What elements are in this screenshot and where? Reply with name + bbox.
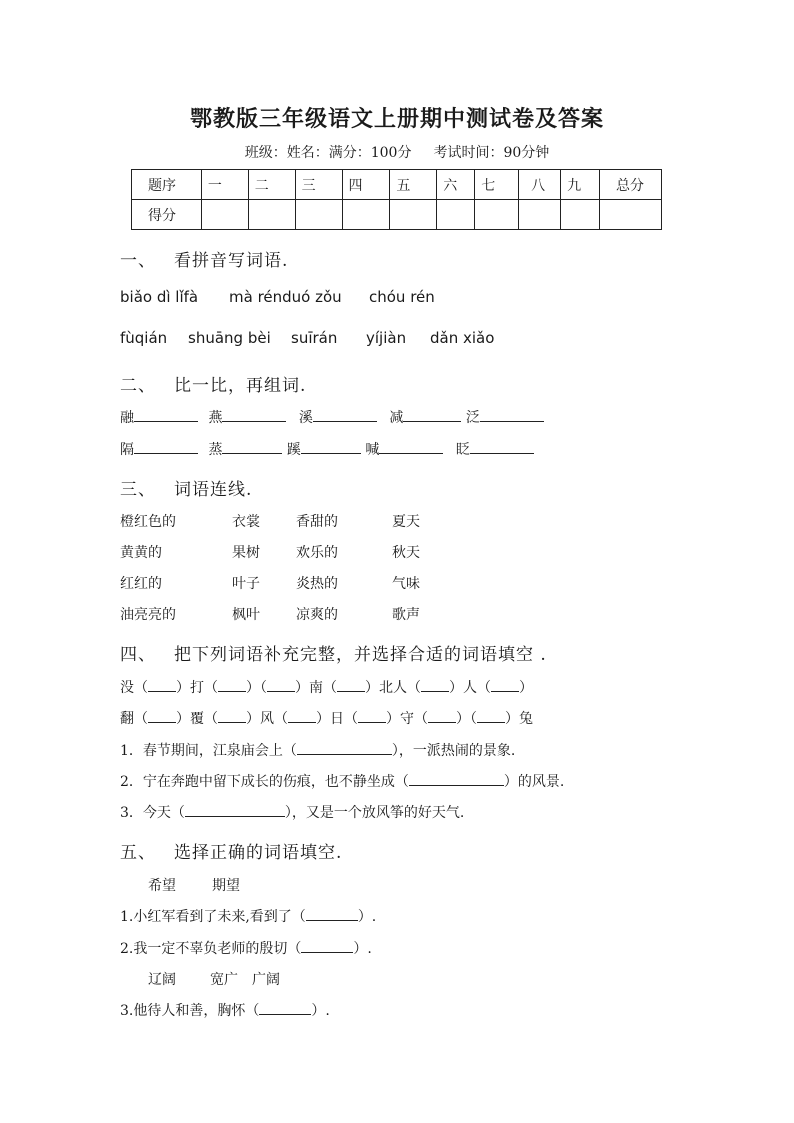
character: 泛	[465, 410, 480, 426]
fill-question-3	[120, 802, 464, 822]
idiom-text: ）人（	[449, 680, 491, 696]
table-cell: 六	[437, 170, 475, 200]
idiom-blank[interactable]	[428, 709, 456, 723]
answer-blank[interactable]	[306, 906, 358, 921]
pinyin-word: suīrán	[291, 329, 338, 347]
idiom-blank[interactable]	[267, 678, 295, 692]
answer-blank[interactable]	[409, 771, 504, 786]
section-number: 三、	[120, 480, 156, 500]
answer-blank[interactable]	[222, 439, 282, 454]
answer-blank[interactable]	[222, 407, 286, 422]
answer-blank[interactable]	[134, 439, 198, 454]
page-title: 鄂教版三年级语文上册期中测试卷及答案	[189, 106, 604, 132]
match-word[interactable]: 香甜的	[296, 514, 338, 530]
idiom-text: ）北人（	[365, 680, 421, 696]
fill-question-3	[120, 1000, 330, 1020]
character: 蹊	[286, 442, 301, 458]
idiom-blank[interactable]	[218, 709, 246, 723]
score-cell[interactable]	[437, 200, 475, 230]
match-word[interactable]: 凉爽的	[296, 607, 338, 623]
character: 蒸	[208, 442, 223, 458]
answer-blank[interactable]	[259, 1000, 311, 1015]
match-word[interactable]: 炎热的	[296, 576, 338, 592]
table-cell: 一	[201, 170, 248, 200]
section-1-heading	[120, 246, 288, 271]
section-number: 一、	[120, 251, 156, 271]
score-cell[interactable]	[390, 200, 437, 230]
table-cell: 得分	[132, 200, 202, 230]
section-5-heading	[120, 838, 342, 863]
word-options	[148, 969, 280, 989]
match-word[interactable]: 油亮亮的	[120, 607, 176, 623]
answer-blank[interactable]	[470, 439, 534, 454]
match-word[interactable]: 红红的	[120, 576, 162, 592]
idiom-text: ）覆（	[176, 711, 218, 727]
idiom-text: ）风（	[246, 711, 288, 727]
match-word[interactable]: 叶子	[232, 576, 260, 592]
option-word: 希望	[148, 878, 176, 894]
idiom-text: ）	[519, 680, 533, 696]
question-text: 3.他待人和善，胸怀（	[120, 1003, 260, 1019]
idiom-row	[120, 708, 533, 728]
idiom-blank[interactable]	[477, 709, 505, 723]
answer-blank[interactable]	[297, 740, 392, 755]
idiom-text: ）兔	[505, 711, 533, 727]
character: 溪	[298, 410, 313, 426]
section-number: 二、	[120, 376, 156, 396]
pinyin-word: mà rénduó zǒu	[229, 288, 342, 306]
section-title: 词语连线.	[174, 480, 253, 500]
compare-row	[120, 407, 544, 427]
idiom-text: 翻（	[120, 711, 148, 727]
table-cell: 九	[561, 170, 600, 200]
section-number: 四、	[120, 645, 156, 665]
score-cell[interactable]	[295, 200, 342, 230]
idiom-text: ）（	[246, 680, 267, 696]
idiom-blank[interactable]	[491, 678, 519, 692]
option-word: 辽阔	[148, 972, 176, 988]
score-cell[interactable]	[475, 200, 519, 230]
class-name-score-line: 班级：姓名：满分：100分	[244, 145, 412, 161]
character: 眨	[455, 442, 470, 458]
score-table-header-row	[132, 170, 662, 200]
question-text: 2．宁在奔跑中留下成长的伤痕，也不静坐成（	[120, 774, 409, 790]
character: 融	[120, 410, 134, 426]
match-word[interactable]: 果树	[232, 545, 260, 561]
pinyin-word: biǎo dì lǐfà	[120, 288, 199, 306]
compare-row	[120, 439, 534, 459]
question-text: ），又是一个放风筝的好天气.	[284, 805, 465, 821]
idiom-blank[interactable]	[148, 678, 176, 692]
question-text: ）.	[311, 1003, 330, 1019]
pinyin-word: chóu rén	[369, 288, 435, 306]
character: 喊	[365, 442, 380, 458]
idiom-blank[interactable]	[421, 678, 449, 692]
table-cell: 总分	[600, 170, 662, 200]
table-cell: 题序	[132, 170, 202, 200]
section-title: 看拼音写词语.	[174, 251, 289, 271]
table-cell: 七	[475, 170, 519, 200]
fill-question-1	[120, 906, 376, 926]
table-cell: 二	[248, 170, 295, 200]
match-word[interactable]: 歌声	[392, 607, 420, 623]
match-word[interactable]: 秋天	[392, 545, 420, 561]
score-table-score-row	[132, 200, 662, 230]
score-cell[interactable]	[342, 200, 390, 230]
fill-question-1	[120, 740, 515, 760]
pinyin-word: yíjiàn	[366, 329, 407, 347]
idiom-blank[interactable]	[358, 709, 386, 723]
fill-question-2	[120, 938, 372, 958]
question-text: 3．今天（	[120, 805, 185, 821]
section-2-heading	[120, 371, 306, 396]
answer-blank[interactable]	[403, 407, 461, 422]
idiom-text: ）南（	[295, 680, 337, 696]
section-number: 五、	[120, 843, 156, 863]
match-word[interactable]: 欢乐的	[296, 545, 338, 561]
question-text: 1.小红军看到了未来,看到了（	[120, 909, 306, 925]
section-3-heading	[120, 475, 252, 500]
character: 燕	[208, 410, 223, 426]
question-text: ），一派热闹的景象.	[391, 743, 516, 759]
section-4-heading	[120, 640, 547, 665]
pinyin-word: shuāng bèi	[188, 329, 271, 347]
idiom-text: 没（	[120, 680, 148, 696]
match-word[interactable]: 枫叶	[232, 607, 260, 623]
table-cell: 五	[390, 170, 437, 200]
question-text: ）的风景.	[503, 774, 565, 790]
word-options	[148, 875, 240, 895]
score-cell[interactable]	[519, 200, 561, 230]
idiom-text: ）打（	[176, 680, 218, 696]
answer-blank[interactable]	[134, 407, 198, 422]
idiom-blank[interactable]	[288, 709, 316, 723]
fill-question-2	[120, 771, 564, 791]
option-word: 宽广	[210, 972, 238, 988]
idiom-text: ）日（	[316, 711, 358, 727]
character: 隔	[120, 442, 134, 458]
exam-info	[0, 142, 794, 162]
match-word[interactable]: 橙红色的	[120, 514, 176, 530]
section-title: 把下列词语补充完整，并选择合适的词语填空 .	[174, 645, 547, 665]
score-table	[131, 169, 662, 230]
match-word[interactable]: 气味	[392, 576, 420, 592]
option-word: 期望	[212, 878, 240, 894]
idiom-blank[interactable]	[218, 678, 246, 692]
idiom-row	[120, 677, 533, 697]
answer-blank[interactable]	[379, 439, 443, 454]
exam-time-line: 考试时间：90分钟	[433, 145, 550, 161]
question-text: 2.我一定不辜负老师的殷切（	[120, 941, 302, 957]
table-cell: 八	[519, 170, 561, 200]
table-cell: 四	[342, 170, 390, 200]
match-word[interactable]: 黄黄的	[120, 545, 162, 561]
score-cell[interactable]	[201, 200, 248, 230]
idiom-text: ）守（	[386, 711, 428, 727]
character: 减	[389, 410, 404, 426]
question-text: 1．春节期间，江泉庙会上（	[120, 743, 297, 759]
section-title: 比一比，再组词.	[174, 376, 307, 396]
answer-blank[interactable]	[480, 407, 544, 422]
answer-blank[interactable]	[301, 938, 353, 953]
question-text: ）.	[357, 909, 377, 925]
score-cell[interactable]	[561, 200, 600, 230]
idiom-text: ）（	[456, 711, 477, 727]
pinyin-word: dǎn xiǎo	[430, 329, 495, 347]
answer-blank[interactable]	[301, 439, 361, 454]
match-word[interactable]: 衣裳	[232, 514, 260, 530]
idiom-blank[interactable]	[337, 678, 365, 692]
table-cell: 三	[295, 170, 342, 200]
answer-blank[interactable]	[313, 407, 377, 422]
idiom-blank[interactable]	[148, 709, 176, 723]
option-word: 广阔	[252, 972, 280, 988]
pinyin-word: fùqián	[120, 329, 168, 347]
section-title: 选择正确的词语填空.	[174, 843, 343, 863]
question-text: ）.	[353, 941, 372, 957]
score-cell[interactable]	[248, 200, 295, 230]
score-cell[interactable]	[600, 200, 662, 230]
match-word[interactable]: 夏天	[392, 514, 420, 530]
answer-blank[interactable]	[185, 802, 285, 817]
